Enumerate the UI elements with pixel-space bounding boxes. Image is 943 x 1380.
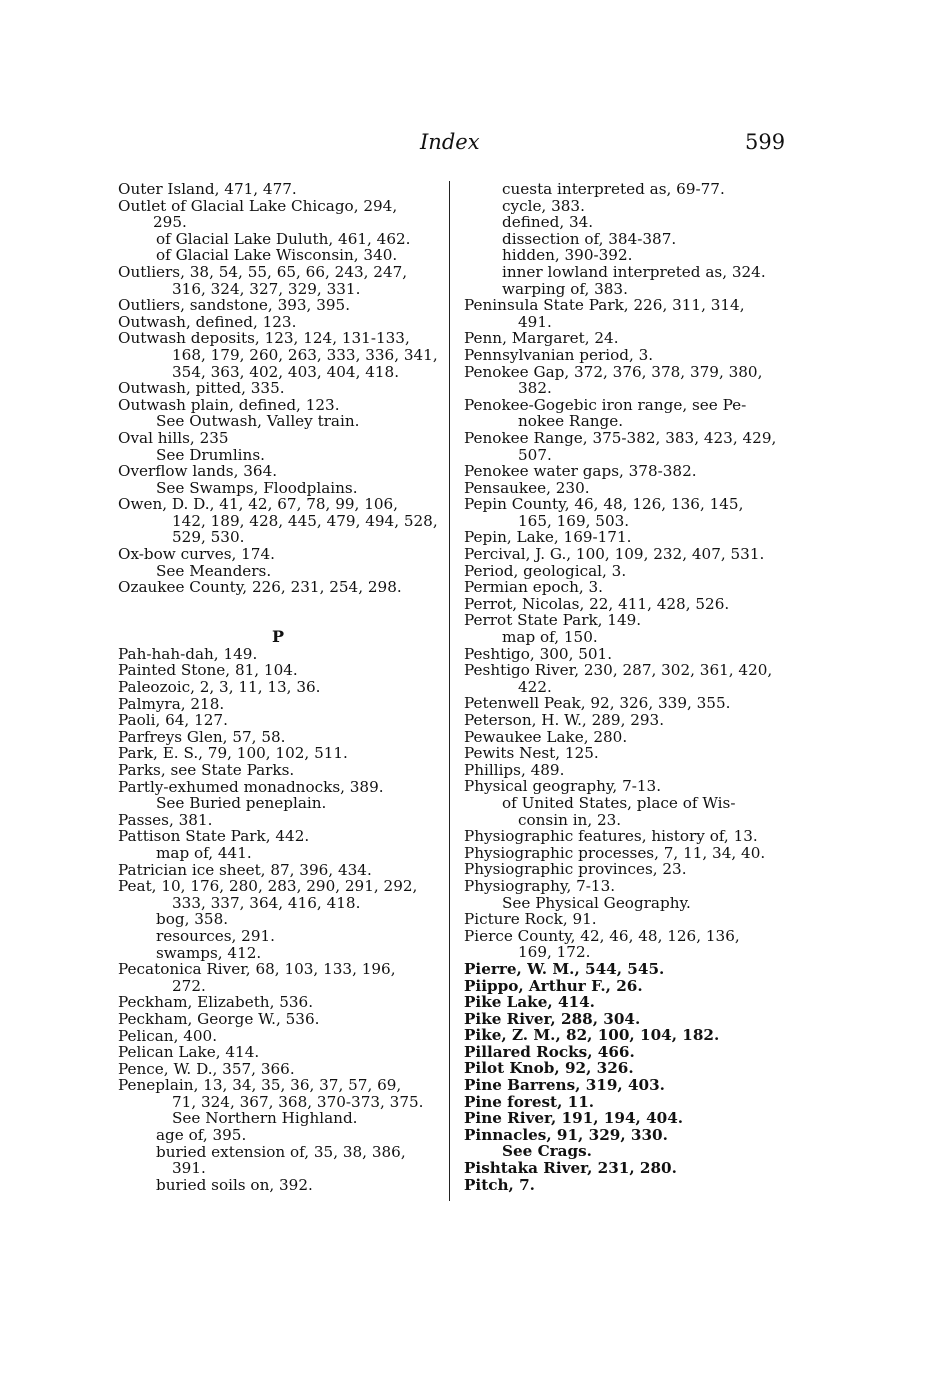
index-entry: Patrician ice sheet, 87, 396, 434. (118, 860, 372, 879)
index-entry: Period, geological, 3. (464, 561, 627, 580)
index-entry: See Buried peneplain. (156, 794, 327, 813)
index-entry: Physical geography, 7-13. (464, 777, 662, 796)
index-entry: Pewits Nest, 125. (464, 744, 599, 763)
index-entry: consin in, 23. (518, 810, 622, 829)
index-entry: Partly-exhumed monadnocks, 389. (118, 777, 384, 796)
index-entry: Pelican Lake, 414. (118, 1043, 260, 1062)
index-entry: Peat, 10, 176, 280, 283, 290, 291, 292, (118, 877, 418, 896)
index-entry: Perrot, Nicolas, 22, 411, 428, 526. (464, 594, 730, 613)
index-entry: 529, 530. (172, 528, 245, 547)
index-entry: Ox-bow curves, 174. (118, 545, 275, 564)
index-entry: See Crags. (502, 1142, 592, 1161)
index-entry: Outliers, sandstone, 393, 395. (118, 296, 351, 315)
index-entry: Peckham, Elizabeth, 536. (118, 993, 314, 1012)
index-entry: Pitch, 7. (464, 1175, 535, 1194)
index-entry: buried extension of, 35, 38, 386, (156, 1142, 406, 1161)
index-entry: Physiographic provinces, 23. (464, 860, 687, 879)
index-entry: map of, 441. (156, 843, 252, 862)
index-entries-p-continued (464, 181, 786, 1193)
index-entry: of United States, place of Wis- (502, 793, 736, 812)
index-entry: map of, 150. (502, 628, 598, 647)
index-entry: 316, 324, 327, 329, 331. (172, 279, 361, 298)
index-entry: Pepin County, 46, 48, 126, 136, 145, (464, 495, 744, 514)
index-entry: Pike River, 288, 304. (464, 1009, 641, 1028)
index-entry: Passes, 381. (118, 810, 213, 829)
index-entry: Pelican, 400. (118, 1026, 218, 1045)
index-entry: Outwash plain, defined, 123. (118, 395, 340, 414)
index-entry: 391. (172, 1159, 206, 1178)
index-column-left (118, 181, 440, 1193)
index-entry: Permian epoch, 3. (464, 578, 603, 597)
index-entry: Owen, D. D., 41, 42, 67, 78, 99, 106, (118, 495, 399, 514)
index-entry: Pecatonica River, 68, 103, 133, 196, (118, 960, 396, 979)
index-entry: Pah-hah-dah, 149. (118, 644, 258, 663)
index-entry: defined, 34. (502, 213, 594, 232)
page-number: 599 (745, 130, 786, 154)
index-entry: See Meanders. (156, 561, 272, 580)
index-entry: Peninsula State Park, 226, 311, 314, (464, 296, 745, 315)
index-entry: Picture Rock, 91. (464, 910, 597, 929)
index-entry: inner lowland interpreted as, 324. (502, 262, 766, 281)
index-entry: Pewaukee Lake, 280. (464, 727, 628, 746)
index-entry: Pinnacles, 91, 329, 330. (464, 1125, 668, 1144)
index-entry: Peterson, H. W., 289, 293. (464, 711, 665, 729)
index-entry: Peneplain, 13, 34, 35, 36, 37, 57, 69, (118, 1076, 402, 1095)
running-head (0, 130, 943, 160)
index-entry: See Drumlins. (156, 445, 265, 464)
index-entry: Penokee water gaps, 378-382. (464, 462, 697, 481)
index-entry: buried soils on, 392. (156, 1175, 313, 1194)
index-entry: Palmyra, 218. (118, 694, 225, 713)
section-heading (118, 596, 440, 646)
index-entry: cuesta interpreted as, 69-77. (502, 180, 725, 198)
index-entry: 333, 337, 364, 416, 418. (172, 893, 361, 912)
index-entry: Penokee Gap, 372, 376, 378, 379, 380, (464, 362, 763, 381)
index-entry: 354, 363, 402, 403, 404, 418. (172, 362, 400, 381)
index-entry: Physiography, 7-13. (464, 876, 616, 895)
index-entry: Outwash, pitted, 335. (118, 379, 285, 398)
index-entry: Pine forest, 11. (464, 1092, 595, 1111)
index-entry: Pine River, 191, 194, 404. (464, 1109, 684, 1128)
index-entry: Paoli, 64, 127. (118, 711, 228, 730)
index-entry: warping of, 383. (502, 279, 628, 298)
index-entry: See Outwash, Valley train. (156, 412, 360, 431)
index-column-right (464, 181, 786, 1193)
index-entry: Physiographic processes, 7, 11, 34, 40. (464, 843, 766, 862)
index-entry: 142, 189, 428, 445, 479, 494, 528, (172, 511, 438, 530)
index-entry: Pine Barrens, 319, 403. (464, 1076, 665, 1095)
index-entry: Pillared Rocks, 466. (464, 1042, 635, 1061)
index-entry: Pensaukee, 230. (464, 478, 590, 497)
index-entry: Painted Stone, 81, 104. (118, 661, 298, 680)
index-entry: Penokee Range, 375-382, 383, 423, 429, (464, 428, 777, 447)
index-entry: Physiographic features, history of, 13. (464, 827, 758, 846)
index-entry: 71, 324, 367, 368, 370-373, 375. (172, 1092, 424, 1111)
index-entries-p (118, 646, 440, 1194)
index-entry: 168, 179, 260, 263, 333, 336, 341, (172, 345, 438, 364)
index-entry: hidden, 390-392. (502, 246, 633, 265)
page-title: Index (420, 130, 480, 154)
index-entry: resources, 291. (156, 926, 275, 945)
index-entry: Percival, J. G., 100, 109, 232, 407, 531. (464, 545, 765, 564)
index-entry: dissection of, 384-387. (502, 229, 677, 248)
index-entry: of Glacial Lake Wisconsin, 340. (156, 246, 398, 265)
index-entry: Peshtigo River, 230, 287, 302, 361, 420, (464, 661, 773, 680)
index-entry: Pence, W. D., 357, 366. (118, 1059, 295, 1078)
index-entry: Outwash deposits, 123, 124, 131-133, (118, 329, 410, 348)
index-entry: Parks, see State Parks. (118, 761, 295, 779)
index-entry: See Physical Geography. (502, 893, 691, 912)
index-entry: Park, E. S., 79, 100, 102, 511. (118, 744, 348, 763)
index-entry: Pishtaka River, 231, 280. (464, 1159, 677, 1178)
index-entry: Outlet of Glacial Lake Chicago, 294, (118, 196, 398, 215)
index-entry: Pike Lake, 414. (464, 993, 595, 1012)
index-entry: 507. (518, 445, 552, 464)
index-entry: 272. (172, 976, 206, 995)
index-entry: Petenwell Peak, 92, 326, 339, 355. (464, 694, 731, 713)
index-entry: Perrot State Park, 149. (464, 611, 642, 630)
index-entry: 295. (153, 213, 187, 232)
index-entry: age of, 395. (156, 1126, 247, 1145)
index-entry: Peshtigo, 300, 501. (464, 644, 613, 663)
index-entry: of Glacial Lake Duluth, 461, 462. (156, 229, 411, 248)
index-entry: Parfreys Glen, 57, 58. (118, 727, 286, 746)
index-entry: See Swamps, Floodplains. (156, 478, 358, 497)
index-entries-o (118, 181, 440, 596)
index-entry: Pierce County, 42, 46, 48, 126, 136, (464, 926, 740, 945)
index-entry: Outliers, 38, 54, 55, 65, 66, 243, 247, (118, 262, 408, 281)
index-entry: Penn, Margaret, 24. (464, 329, 619, 348)
index-entry: cycle, 383. (502, 196, 585, 215)
index-entry: Pierre, W. M., 544, 545. (464, 959, 665, 978)
index-entry: nokee Range. (518, 412, 624, 431)
index-entry: Oval hills, 235 (118, 428, 229, 447)
section-letter: P (272, 627, 285, 647)
index-entry: Pennsylvanian period, 3. (464, 345, 654, 364)
index-entry: bog, 358. (156, 910, 229, 929)
index-entry: 165, 169, 503. (518, 511, 630, 530)
index-entry: Paleozoic, 2, 3, 11, 13, 36. (118, 678, 321, 697)
index-entry: 491. (518, 312, 552, 331)
index-entry: Ozaukee County, 226, 231, 254, 298. (118, 578, 402, 597)
index-entry: Peckham, George W., 536. (118, 1009, 320, 1028)
index-entry: swamps, 412. (156, 943, 262, 962)
index-entry: Outer Island, 471, 477. (118, 180, 297, 198)
index-entry: Overflow lands, 364. (118, 462, 278, 481)
index-entry: Piippo, Arthur F., 26. (464, 976, 643, 995)
index-entry: Pilot Knob, 92, 326. (464, 1059, 634, 1078)
index-entry: See Northern Highland. (172, 1109, 358, 1128)
index-entry: Outwash, defined, 123. (118, 312, 297, 331)
column-divider (449, 181, 450, 1201)
index-entry: Phillips, 489. (464, 760, 565, 779)
index-entry: Penokee-Gogebic iron range, see Pe- (464, 395, 747, 414)
index-entry: 169, 172. (518, 943, 591, 962)
index-entry: Pattison State Park, 442. (118, 827, 310, 846)
index-entry: 422. (518, 677, 552, 696)
index-entry: Pike, Z. M., 82, 100, 104, 182. (464, 1026, 720, 1045)
index-entry: Pepin, Lake, 169-171. (464, 528, 632, 547)
index-entry: 382. (518, 379, 552, 398)
